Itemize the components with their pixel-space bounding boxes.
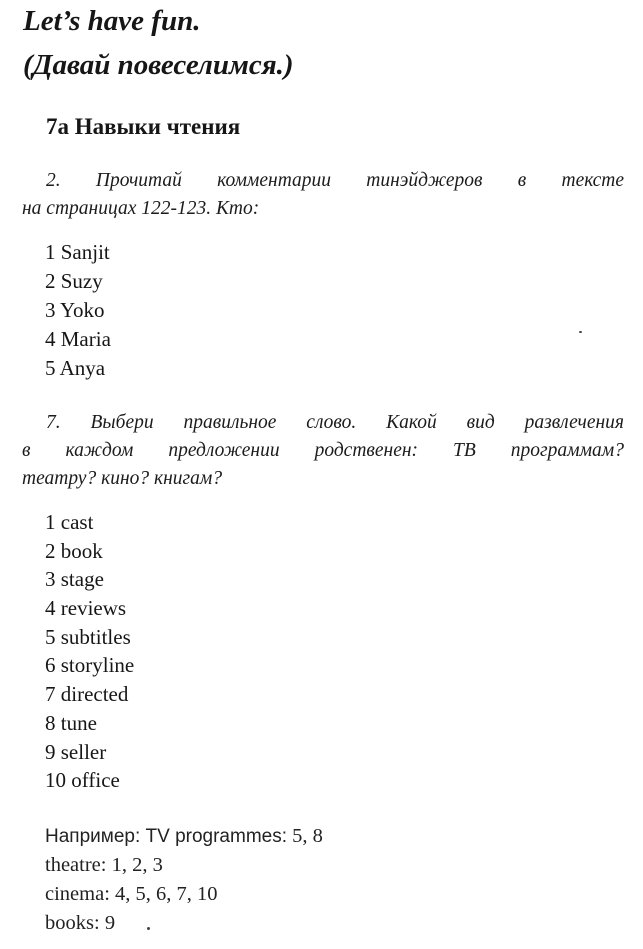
summary-values: 4, 5, 6, 7, 10 (115, 883, 218, 905)
answer-summary (45, 822, 323, 938)
scan-speck (147, 927, 150, 930)
list-item: 8 tune (45, 710, 97, 735)
summary-values: 5, 8 (292, 825, 323, 847)
list-item: 1 Sanjit (45, 240, 110, 264)
task-7-line (22, 465, 624, 493)
list-item: 3 stage (45, 567, 104, 592)
task-2-answer-list (45, 238, 111, 383)
task-7-line (22, 409, 624, 437)
task-2-line (22, 167, 624, 195)
summary-row (45, 851, 323, 880)
task-7-answer-list (45, 508, 134, 795)
list-item: 1 cast (45, 510, 94, 534)
summary-category: cinema: (45, 883, 110, 905)
page-title-english: Let’s have fun. (23, 5, 201, 37)
list-item: 5 Anya (45, 356, 106, 380)
summary-category: books: (45, 912, 100, 934)
task-2-instructions (22, 167, 624, 223)
list-item: 3 Yoko (45, 298, 105, 322)
task-2-line (22, 195, 624, 223)
task-2-line-text: на страницах 122-123. Кто: (22, 198, 260, 219)
list-item: 2 Suzy (45, 269, 103, 293)
list-item: 9 seller (45, 739, 107, 764)
summary-values: 1, 2, 3 (111, 854, 163, 876)
list-item: 4 reviews (45, 596, 127, 621)
page-title-russian: (Давай повеселимся.) (23, 49, 294, 81)
task-7-line-text: 7. Выбери правильное слово. Какой вид развлечения (46, 412, 624, 433)
section-heading: 7a Навыки чтения (46, 114, 241, 139)
summary-row (45, 880, 323, 909)
task-2-line-text: 2. Прочитай комментарии тинэйджеров в тексте (46, 170, 624, 191)
task-7-line (22, 437, 624, 465)
summary-values: 9 (104, 912, 116, 934)
summary-category: theatre: (45, 854, 107, 876)
list-item: 10 office (45, 768, 120, 793)
task-7-line-text: театру? кино? книгам? (22, 468, 223, 489)
task-7-line-text: в каждом предложении родственен: ТВ программам? (22, 440, 624, 461)
summary-category: Например: TV programmes: (45, 826, 287, 847)
summary-row (45, 909, 323, 938)
summary-row (45, 822, 323, 851)
list-item: 5 subtitles (45, 624, 131, 649)
list-item: 4 Maria (45, 327, 111, 351)
task-7-instructions (22, 409, 624, 493)
list-item: 7 directed (45, 682, 129, 707)
list-item: 2 book (45, 538, 103, 563)
list-item: 6 storyline (45, 653, 135, 678)
scan-speck (579, 331, 582, 333)
